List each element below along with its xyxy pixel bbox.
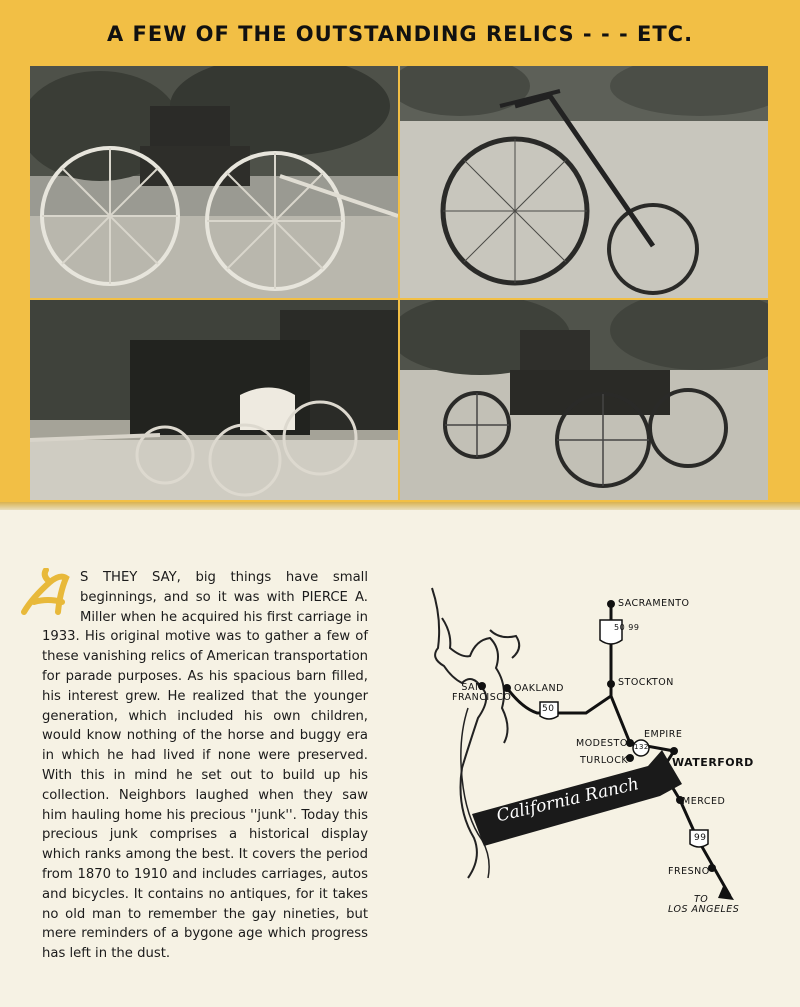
city-los-angeles: LOS ANGELES — [668, 904, 740, 915]
city-turlock: TURLOCK — [580, 755, 629, 766]
city-modesto: MODESTO — [576, 738, 628, 749]
california-ranch-banner: California Ranch — [494, 774, 641, 827]
city-empire: EMPIRE — [644, 729, 683, 740]
route-132-shield: 132 — [634, 743, 649, 751]
photo-horse-drawn-buggy — [30, 66, 398, 298]
photo-stagecoach — [30, 300, 398, 500]
page-title: A FEW OF THE OUTSTANDING RELICS - - - ETC. — [106, 22, 694, 46]
city-oakland: OAKLAND — [514, 683, 564, 694]
photo-high-wheel-bicycle — [400, 66, 768, 298]
photo-early-motor-buggy — [400, 300, 768, 500]
dropcap-a-ornament — [20, 568, 76, 618]
city-stockton: STOCKTON — [618, 677, 674, 688]
city-sacramento: SACRAMENTO — [618, 598, 690, 609]
to-label: TO — [694, 894, 709, 905]
stagecoach-image — [30, 300, 398, 500]
buggy-image — [30, 66, 398, 298]
motor-buggy-image — [400, 300, 768, 500]
route-99-shield: 99 — [694, 833, 707, 843]
route-map — [412, 578, 772, 928]
route-50-99-shield: 50 99 — [614, 623, 640, 632]
city-waterford: WATERFORD — [672, 756, 754, 769]
city-merced: MERCED — [682, 796, 726, 807]
map-drawing — [412, 578, 772, 928]
city-fresno: FRESNO — [668, 866, 710, 877]
city-san-francisco: SAN FRANCISCO — [452, 682, 512, 703]
story-text: S THEY SAY, big things have small beginnings, and so it was with PIERCE A. Miller when he acquired his first carriage in 1933. His original motive was to gather a few of these vanishing relics of American transportation for parade purposes. As his spacious barn filled, his interest grew. He realized that the younger generation, which included his own children, would know nothing of the horse and buggy era in which he had lived if none were preserved. With this in mind he set out to build up his collection. Neighbors laughed when they saw him hauling home his precious ''junk''. Today this precious junk comprises a historical display which ranks among the best. It covers the period from 1870 to 1910 and includes carriages, autos and bicycles. It contains no antiques, for it takes no old man to remember the gay nineties, but mere reminders of a bygone age which progress has left in the dust. — [42, 570, 368, 962]
route-50-shield: 50 — [542, 704, 555, 714]
bicycle-image — [400, 66, 768, 298]
history-story — [42, 568, 368, 964]
